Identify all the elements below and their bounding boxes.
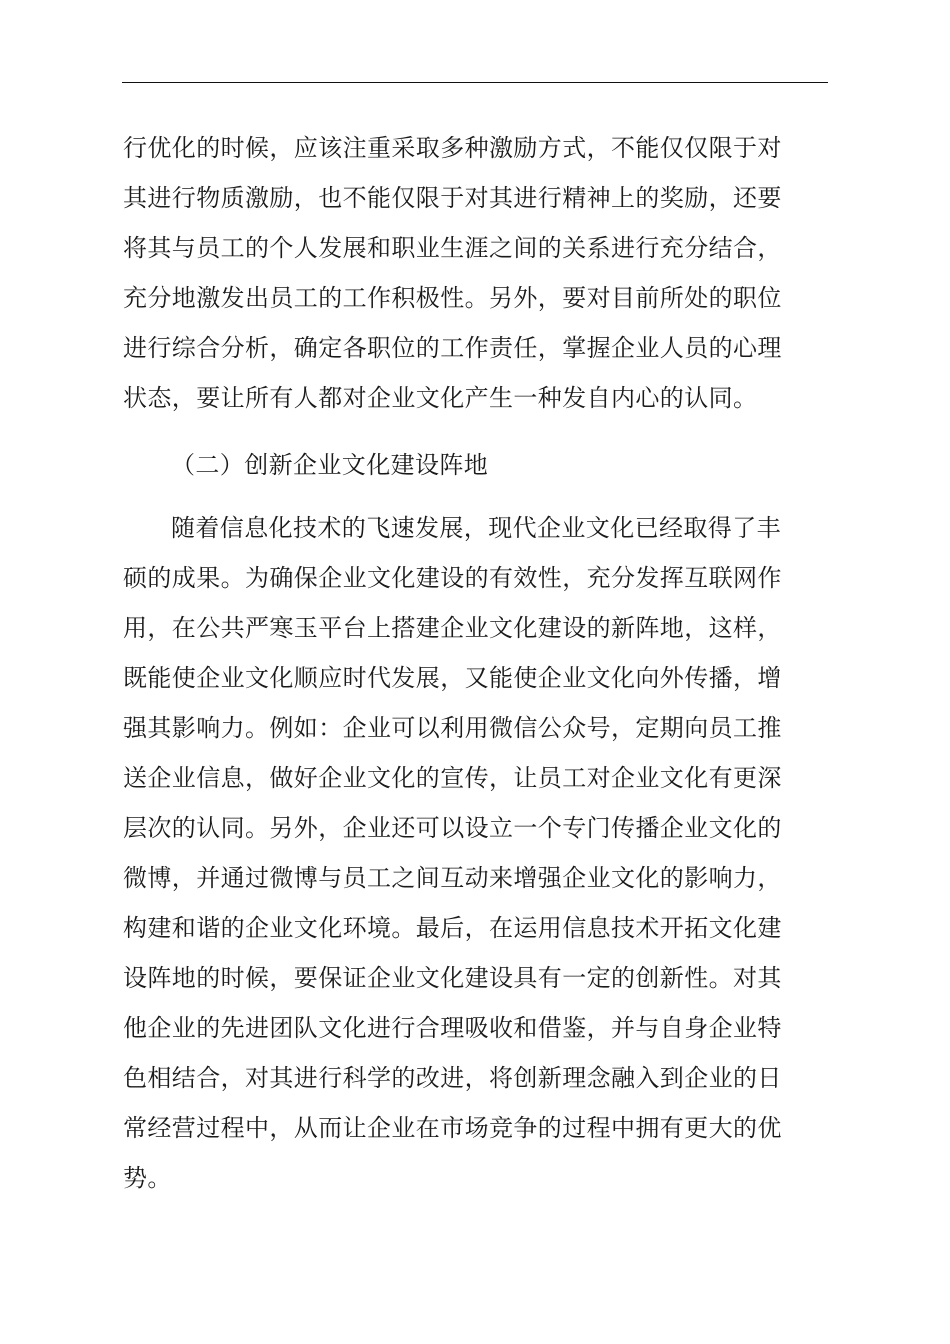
paragraph-2-line: 既能使企业文化顺应时代发展，又能使企业文化向外传播，增 [123,664,782,692]
paragraph-2-line: 他企业的先进团队文化进行合理吸收和借鉴，并与自身企业特 [123,1014,782,1042]
paragraph-2-line: 微博，并通过微博与员工之间互动来增强企业文化的影响力， [123,864,782,892]
paragraph-2-line: 设阵地的时候，要保证企业文化建设具有一定的创新性。对其 [123,964,782,992]
header-rule [122,82,828,83]
paragraph-2-line: 送企业信息，做好企业文化的宣传，让员工对企业文化有更深 [123,764,782,792]
paragraph-2-line: 强其影响力。例如：企业可以利用微信公众号，定期向员工推 [123,714,782,742]
paragraph-2-line: 层次的认同。另外，企业还可以设立一个专门传播企业文化的 [123,814,782,842]
paragraph-1-line: 其进行物质激励，也不能仅限于对其进行精神上的奖励，还要 [123,184,782,212]
section-heading: （二）创新企业文化建设阵地 [171,451,489,479]
paragraph-2-line: 硕的成果。为确保企业文化建设的有效性，充分发挥互联网作 [123,564,782,592]
paragraph-1-line: 将其与员工的个人发展和职业生涯之间的关系进行充分结合， [123,234,782,262]
paragraph-2-line: 色相结合，对其进行科学的改进，将创新理念融入到企业的日 [123,1064,782,1092]
paragraph-2-line: 势。 [123,1164,172,1192]
paragraph-2-line: 构建和谐的企业文化环境。最后，在运用信息技术开拓文化建 [123,914,782,942]
paragraph-2-line: 用，在公共严寒玉平台上搭建企业文化建设的新阵地，这样， [123,614,782,642]
paragraph-1-line: 充分地激发出员工的工作积极性。另外，要对目前所处的职位 [123,284,782,312]
paragraph-2-line: 常经营过程中，从而让企业在市场竞争的过程中拥有更大的优 [123,1114,782,1142]
paragraph-2-line: 随着信息化技术的飞速发展，现代企业文化已经取得了丰 [171,514,781,542]
paragraph-1-line: 行优化的时候，应该注重采取多种激励方式，不能仅仅限于对 [123,134,782,162]
paragraph-1-line: 状态，要让所有人都对企业文化产生一种发自内心的认同。 [123,384,758,412]
paragraph-1-line: 进行综合分析，确定各职位的工作责任，掌握企业人员的心理 [123,334,782,362]
